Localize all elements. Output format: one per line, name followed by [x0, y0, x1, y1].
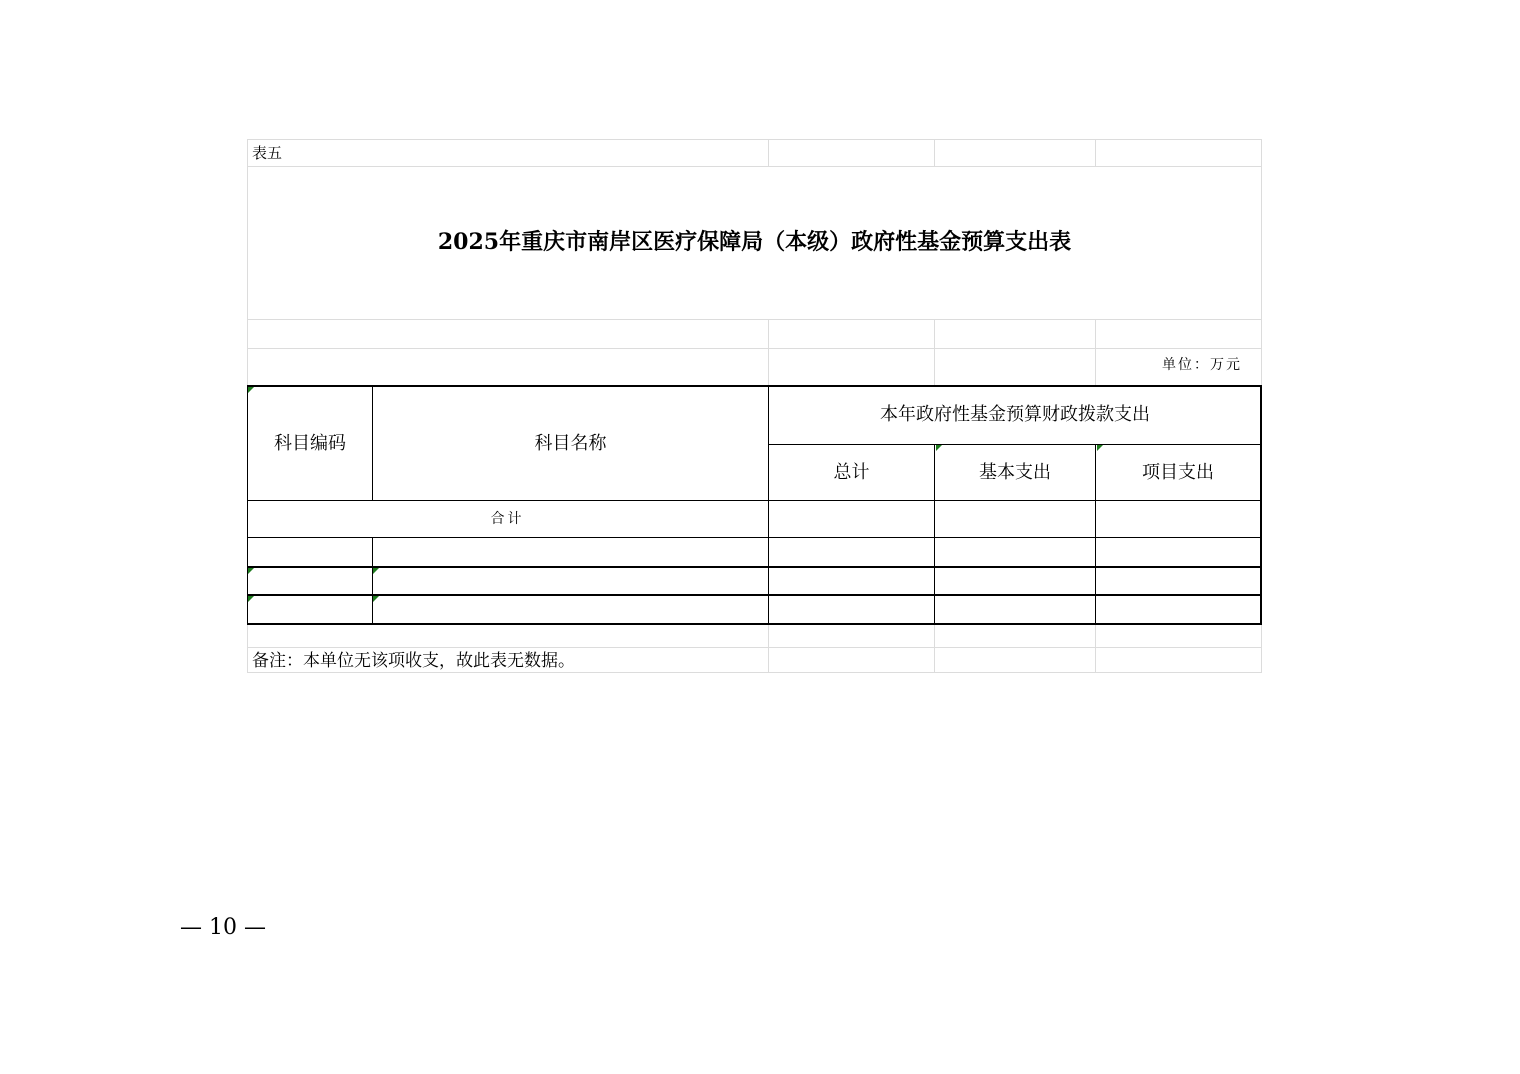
table-label: 表五: [252, 144, 283, 162]
gridline: [934, 319, 935, 386]
page-title: 2025年重庆市南岸区医疗保障局（本级）政府性基金预算支出表: [437, 229, 1072, 255]
gridline: [247, 647, 1262, 648]
cell-marker: [373, 596, 379, 602]
header-subject-code: 科目编码: [274, 433, 346, 454]
cell-marker: [248, 568, 254, 574]
header-project: 项目支出: [1142, 462, 1214, 483]
gridline: [247, 319, 1262, 320]
gridline: [247, 672, 1262, 673]
cell-marker: [373, 568, 379, 574]
gridline: [1095, 319, 1096, 386]
table-border: [247, 566, 1262, 568]
gridline: [247, 139, 1262, 140]
table-border: [247, 385, 248, 625]
header-subject-name: 科目名称: [534, 433, 607, 454]
total-row-label: 合计: [490, 511, 525, 527]
table-border: [247, 594, 1262, 596]
table-border: [247, 623, 1262, 625]
table-border: [247, 500, 1262, 501]
cell-marker: [1097, 445, 1103, 451]
header-total: 总计: [833, 462, 870, 483]
unit-label: 单位：万元: [1162, 357, 1242, 373]
table-border: [247, 385, 1262, 387]
gridline: [768, 624, 769, 673]
footnote: 备注：本单位无该项收支，故此表无数据。: [252, 651, 575, 671]
gridline: [1095, 624, 1096, 673]
table-border: [247, 537, 1262, 538]
table-border: [768, 444, 1262, 445]
page-number: — 10 —: [180, 915, 266, 940]
gridline: [1095, 139, 1096, 167]
table-border: [372, 537, 373, 625]
gridline: [934, 139, 935, 167]
gridline: [934, 624, 935, 673]
header-basic: 基本支出: [979, 462, 1051, 483]
gridline: [768, 319, 769, 386]
header-group: 本年政府性基金预算财政拨款支出: [880, 404, 1150, 425]
cell-marker: [248, 596, 254, 602]
gridline: [768, 139, 769, 167]
gridline: [247, 348, 1262, 349]
cell-marker: [248, 387, 254, 393]
gridline: [247, 166, 1262, 167]
cell-marker: [936, 445, 942, 451]
